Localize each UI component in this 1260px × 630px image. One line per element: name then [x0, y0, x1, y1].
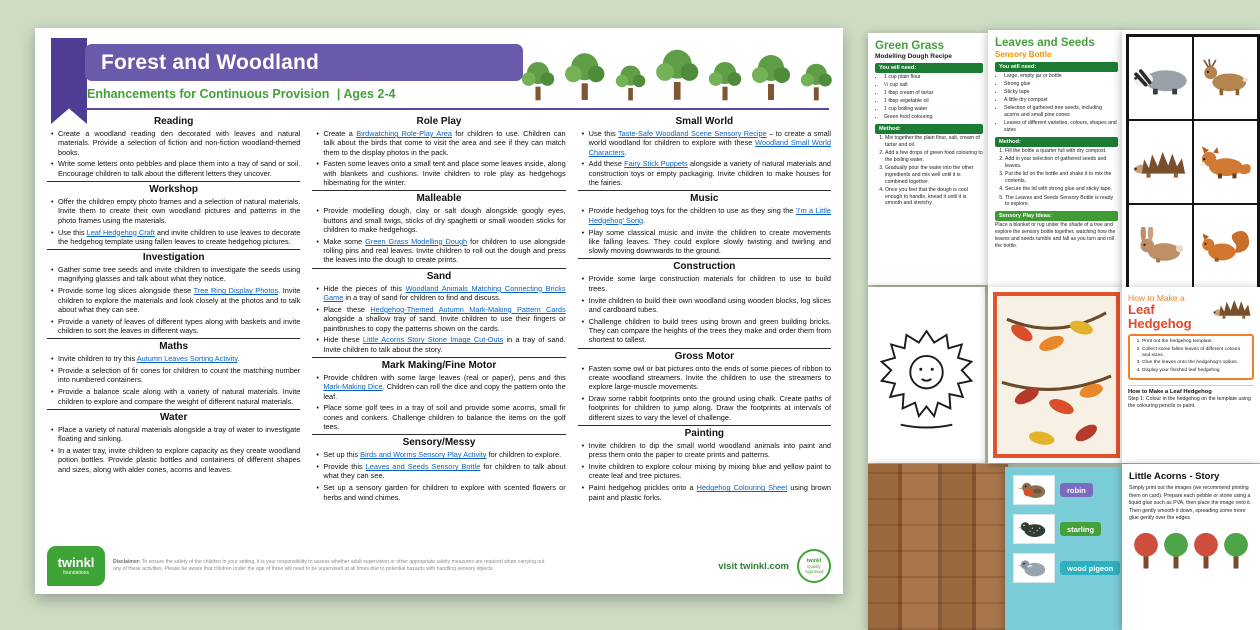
section-title: Reading: [153, 116, 194, 127]
section-painting: [578, 425, 831, 502]
method-step: 3. Gradually pour the water into the other ingredients and mix well until it is combined together.: [885, 165, 983, 185]
section-bullet-list: [47, 354, 300, 406]
bullet-item: [58, 317, 300, 336]
section-title: Music: [690, 193, 719, 205]
section-bullet-list: [312, 206, 565, 264]
ingredient-item: • 1 cup boiling water: [884, 106, 983, 113]
method-step: 1. Mix together the plain flour, salt, cream of tartar and oil.: [885, 135, 983, 149]
disclaimer-text: To ensure the safety of the children in your setting, it is your responsibility to assess whether adult supervision or other appropriate safety measures are required when carrying out any of these activities. Please be aware that children under the age of three will need to be supervised at all times due to potential hazards with handling sensory objects.: [113, 558, 545, 572]
bullet-text: Hide these: [323, 335, 363, 345]
animals-grid: [1126, 34, 1260, 290]
story-tree-icon: [1221, 530, 1251, 572]
provision-column: [312, 114, 565, 540]
bullet-item: [58, 446, 300, 474]
section-small-world: [578, 116, 831, 187]
bullet-item: [323, 206, 565, 234]
tree-icon: [521, 56, 555, 102]
wood-pigeon-photo: [1013, 553, 1055, 583]
material-item: • Large, empty jar or bottle: [1004, 73, 1118, 80]
howto-title-main: Leaf Hedgehog: [1128, 302, 1192, 331]
howto-step: 2. Collect some fallen leaves of different colours and sizes.: [1142, 347, 1249, 360]
method-heading: Method:: [875, 124, 983, 134]
material-item: • A little dry compost: [1004, 97, 1118, 104]
section-bullet-list: [312, 284, 565, 354]
bullet-item: [589, 159, 831, 187]
sensory-ideas-heading: Sensory Play Ideas:: [995, 211, 1118, 221]
howto-step: 1. Print out the hedgehog template.: [1142, 339, 1249, 345]
bullet-text: Create a woodland reading den decorated with leaves and natural materials. Provide a selection of fiction and non-fiction woodland-themed books.: [58, 129, 301, 157]
section-bullet-list: [47, 425, 300, 474]
deer-illustration: [1193, 36, 1258, 120]
bullet-text: Hide the pieces of this: [323, 283, 406, 293]
section-title: Construction: [673, 261, 736, 273]
autumn-leaves-photo: [993, 292, 1120, 458]
method-list: [995, 148, 1118, 208]
story-tree-icon: [1191, 530, 1221, 572]
resource-link[interactable]: Taste-Safe Woodland Scene Sensory Recipe: [618, 129, 767, 138]
you-will-need-heading: You will need:: [875, 63, 983, 73]
bullet-text: Provide a balance scale along with a variety of natural materials. Invite children to explore and compare the weight of different natural materials.: [58, 387, 301, 406]
ages-text: | Ages 2-4: [336, 87, 396, 101]
bullet-text: Set up a sensory garden for children to explore with scented flowers or herbs and wind chimes.: [323, 483, 566, 502]
twinkl-logo: [47, 546, 105, 586]
section-malleable: [312, 190, 565, 264]
bullet-text: Draw some rabbit footprints onto the ground using chalk. Create paths of footprints for children to jump along. Draw the footprints at intervals of different sizes to vary the level of challenge.: [588, 394, 831, 422]
robin-photo: [1013, 475, 1055, 505]
bullet-item: [323, 237, 565, 265]
materials-list: [995, 73, 1118, 134]
resource-link[interactable]: Woodland Small World Characters: [588, 138, 831, 157]
bullet-item: [323, 159, 565, 187]
tree-icon: [708, 56, 742, 102]
sensory-idea: Place a blanket or rug under the shade of a tree and explore the sensory bottle together, watching how the leaves and seeds tumble and fall as you turn and roll the bottle.: [995, 222, 1116, 249]
howto-bottom-text: Step 1: Colour in the hedgehog on the template using the colouring pencils or paint.: [1128, 396, 1251, 409]
card-subtitle: Modelling Dough Recipe: [875, 53, 952, 61]
main-document: [35, 28, 843, 594]
resource-link[interactable]: Green Grass Modelling Dough: [365, 236, 468, 246]
bullet-text: Use this: [58, 227, 87, 237]
bullet-text: Provide a selection of fir cones for children to count the matching number into numbered containers.: [58, 366, 301, 385]
bullet-item: [323, 305, 565, 333]
material-item: • Sticky tape: [1004, 89, 1118, 96]
leaves-seeds-bottle-card[interactable]: [988, 30, 1125, 290]
bullet-text: Fasten some leaves onto a small tent and place some leaves inside, along with blankets and cushions. Invite children to role play as hedgehogs hibernating for the winter.: [323, 159, 566, 188]
method-heading: Method:: [995, 137, 1118, 147]
bullet-item: [589, 317, 831, 345]
material-item: • Selection of gathered tree seeds, including acorns and small pine cones: [1004, 105, 1118, 119]
section-title: Investigation: [142, 252, 205, 264]
section-bullet-list: [578, 364, 831, 422]
fox-illustration: [1193, 120, 1258, 204]
bullet-item: [589, 364, 831, 392]
ingredient-item: • Green food colouring: [884, 114, 983, 121]
story-tree-icon: [1161, 530, 1191, 572]
bullet-text: .: [237, 354, 240, 364]
hedgehog-illustration: [1212, 293, 1254, 326]
disclaimer: [113, 559, 553, 573]
bullet-text: Provide children with some large leaves (real or paper), pens and this: [323, 372, 566, 382]
resource-link[interactable]: Leaves and Seeds Sensory Bottle: [365, 462, 481, 472]
bullet-text: Provide some large construction materials for children to use to build trees.: [588, 274, 831, 293]
bullet-text: Provide this: [323, 462, 366, 472]
resource-link[interactable]: Little Acorns Story Stone Image Cut-Outs: [362, 335, 504, 345]
bullet-text: Use this: [588, 129, 619, 138]
bullet-item: [58, 265, 300, 284]
logo-text: twinkl: [57, 555, 95, 570]
section-title: Water: [159, 411, 188, 423]
bullet-text: Invite children to build their own woodland using wooden blocks, log slices and cardboard tubes.: [588, 295, 831, 314]
method-step: 4. Secure the lid with strong glue and sticky tape.: [1005, 186, 1118, 193]
tree-icon: [800, 58, 833, 102]
section-bullet-list: [47, 197, 300, 246]
resource-link[interactable]: Birds and Worms Sensory Play Activity: [360, 450, 487, 460]
howto-title-top: How to Make a: [1128, 293, 1185, 303]
bullet-item: [323, 335, 565, 354]
section-title: Sensory/Messy: [402, 437, 476, 449]
section-role-play: [312, 116, 565, 187]
badge-brand: twinkl: [806, 557, 822, 564]
section-bullet-list: [578, 129, 831, 187]
bullet-text: In a water tray, invite children to explore capacity as they create woodland potion bottles. Provide plastic bottles and containers of different shapes and sizes, along with alder cones, acorns and leaves.: [58, 446, 301, 474]
provision-column: [578, 114, 831, 540]
section-title: Small World: [675, 116, 734, 127]
section-bullet-list: [578, 274, 831, 344]
bullet-item: [323, 284, 565, 303]
section-reading: [47, 116, 300, 178]
birdwatching-card[interactable]: [1005, 467, 1125, 630]
bullet-text: Play some classical music and invite the children to create movements like falling leaves. They could explore slowly twisting and twirling and slowly moving downwards to the ground.: [588, 227, 831, 256]
bullet-item: [589, 483, 831, 502]
section-investigation: [47, 249, 300, 335]
bullet-text: using brown paint and plastic forks.: [588, 483, 831, 502]
bullet-item: [58, 129, 300, 157]
page-title: Forest and Woodland: [101, 50, 320, 74]
bullet-text: Make some: [323, 236, 366, 246]
section-bullet-list: [312, 129, 565, 187]
badge-text: Quality Approved: [804, 563, 824, 575]
bullet-item: [589, 441, 831, 460]
hedgehog-outline-illustration: [874, 293, 979, 457]
method-list: [875, 135, 983, 207]
section-construction: [578, 258, 831, 344]
header-divider: [85, 108, 829, 110]
bullet-text: in a tray of sand for children to find and discuss.: [343, 293, 501, 303]
leaf-hedgehog-howto-card[interactable]: [1122, 287, 1260, 463]
autumn-leaves-illustration: [997, 296, 1116, 454]
bullet-text: Add these: [588, 159, 625, 169]
bird-labels-list: [1013, 475, 1117, 583]
tree-icon: [615, 60, 646, 102]
resource-link[interactable]: Hedgehog Colouring Sheet: [696, 483, 788, 493]
bullet-item: [58, 286, 300, 314]
visit-twinkl-link[interactable]: visit twinkl.com: [718, 560, 789, 572]
quality-badge: [797, 549, 831, 583]
rabbit-illustration: [1128, 204, 1193, 288]
section-workshop: [47, 181, 300, 246]
bullet-text: Set up this: [323, 450, 361, 460]
section-music: [578, 190, 831, 255]
bullet-text: . Invite children to explore the materials and look closely at the photos and to talk about what they can see.: [58, 286, 301, 314]
provision-column: [47, 114, 300, 540]
resource-link[interactable]: Hedgehog-Themed Autumn Mark-Making Pattern Cards: [370, 304, 566, 314]
bullet-text: Invite children to explore colour mixing by mixing blue and yellow paint to create leaf and tree pictures.: [588, 462, 831, 481]
bullet-text: .: [624, 147, 627, 157]
bird-row: [1013, 514, 1117, 544]
section-title: Workshop: [149, 184, 199, 196]
method-step: 1. Fill the bottle a quarter full with dry compost.: [1005, 148, 1118, 155]
banner-ribbon-icon: [51, 38, 87, 124]
method-step: 3. Put the lid on the bottle and shake it to mix the contents.: [1005, 171, 1118, 185]
section-water: [47, 409, 300, 474]
section-title: Mark Making/Fine Motor: [381, 359, 497, 371]
autumn-leaves-photo-card[interactable]: [988, 287, 1125, 463]
material-item: • Leaves of different varieties, colours, shapes and sizes: [1004, 120, 1118, 134]
section-title: Painting: [684, 428, 725, 439]
bullet-text: Challenge children to build trees using brown and green building bricks. They can compare the heights of the trees they make and order them from shortest to tallest.: [588, 316, 831, 345]
bullet-item: [58, 197, 300, 225]
page-subtitle: [87, 87, 396, 101]
bullet-text: Place a variety of natural materials alongside a tray of water to investigate floating and sinking.: [58, 424, 301, 444]
card-title: Green Grass: [875, 40, 945, 52]
disclaimer-label: Disclaimer:: [113, 558, 141, 565]
resource-link[interactable]: Autumn Leaves Sorting Activity: [136, 354, 238, 364]
bullet-item: [58, 387, 300, 406]
section-sensory-messy: [312, 434, 565, 502]
bird-label: starling: [1060, 522, 1101, 536]
method-step: 2. Add a few drops of green food colouring to the boiling water.: [885, 150, 983, 164]
section-title: Malleable: [416, 193, 462, 205]
bullet-item: [589, 206, 831, 225]
story-tree-icon: [1131, 530, 1161, 572]
howto-step: 4. Display your finished leaf hedgehog.: [1142, 368, 1249, 374]
bullet-text: Fasten some owl or bat pictures onto the ends of some pieces of ribbon to create woodland streamers. Invite the children to use the streamers to explore large-muscle movements.: [588, 363, 831, 392]
bullet-item: [58, 425, 300, 444]
bullet-item: [58, 354, 300, 363]
you-will-need-heading: You will need:: [995, 62, 1118, 72]
tree-icon: [655, 42, 699, 102]
ingredient-item: • 1 tbsp cream of tartar: [884, 90, 983, 97]
bullet-text: Paint hedgehog prickles onto a: [588, 483, 697, 493]
bullet-text: Write some letters onto pebbles and place them into a tray of sand or soil. Encourage children to talk about the different letters they uncover.: [58, 159, 301, 178]
section-mark-making-fine-motor: [312, 357, 565, 431]
bullet-item: [589, 296, 831, 315]
section-bullet-list: [47, 129, 300, 178]
bullet-text: for children to use. Children can talk about the birds that come to visit the area and see if they can match them to the display photos in the pack.: [323, 129, 566, 157]
sensory-ideas: [995, 222, 1118, 250]
page-footer: [47, 542, 831, 590]
squirrel-illustration: [1193, 204, 1258, 288]
ingredient-item: • 1 tbsp vegetable oil: [884, 98, 983, 105]
badger-illustration: [1128, 36, 1193, 120]
bullet-item: [589, 228, 831, 256]
section-bullet-list: [312, 373, 565, 431]
bullet-text: Invite children to dip the small world woodland animals into paint and press them onto the paper to create prints and patterns.: [588, 441, 831, 460]
bullet-text: alongside a variety of natural materials and construction toys or empty packaging. Invite children to make houses for the fairies.: [588, 159, 831, 188]
green-grass-recipe-card[interactable]: [868, 33, 990, 285]
bullet-text: Provide a variety of leaves of different types along with baskets and invite children to sort the leaves in different ways.: [58, 316, 301, 335]
method-step: 2. Add in your selection of gathered seeds and leaves.: [1005, 156, 1118, 170]
tree-icon: [564, 46, 605, 102]
story-card-body: Simply print out the images (we recommend printing them on card). Prepare each pebble or stone using a liquid glue such as PVA, then place the image onto it. Then gently smooth it down, spreading some more glue gently over the edges.: [1129, 485, 1252, 522]
bullet-item: [589, 462, 831, 481]
bullet-text: and invite children to use leaves to decorate the hedgehog template using fallen leaves to create hedgehog pictures.: [58, 227, 301, 246]
bullet-text: in a tray of sand. Invite children to talk about the story.: [323, 335, 566, 354]
hedgehog-illustration: [1128, 120, 1193, 204]
provision-grid: [47, 114, 831, 540]
resource-link[interactable]: Woodland Animals Matching Connecting Bricks Game: [323, 283, 566, 303]
howto-step: 3. Glue the leaves onto the hedgehog's spikes.: [1142, 360, 1249, 366]
section-bullet-list: [312, 450, 565, 502]
bird-row: [1013, 553, 1117, 583]
bullet-item: [323, 462, 565, 481]
section-title: Sand: [426, 270, 452, 282]
bullet-text: Place some golf tees in a tray of soil and provide some acorns, small fir cones and conkers. Challenge children to balance the items on the golf tees.: [323, 403, 566, 431]
bullet-text: for children to explore.: [486, 450, 562, 460]
bird-row: [1013, 475, 1117, 505]
bird-label: robin: [1060, 483, 1093, 497]
tree-icon: [751, 48, 791, 102]
divider: [1128, 385, 1254, 386]
bullet-item: [323, 403, 565, 431]
bullet-item: [323, 373, 565, 401]
bullet-text: alongside a shallow tray of sand. Invite children to use their fingers or paintbrushes to copy the patterns shown on the cards.: [323, 314, 566, 333]
howto-steps-list: [1128, 334, 1254, 380]
section-maths: [47, 338, 300, 406]
bullet-text: . Children can roll the dice and copy the pattern onto the leaf.: [323, 382, 566, 401]
section-bullet-list: [578, 206, 831, 255]
bird-label: wood pigeon: [1060, 561, 1120, 575]
ingredient-item: • ½ cup salt: [884, 82, 983, 89]
bullet-text: Offer the children empty photo frames and a selection of natural materials. Invite them to create their own woodland pictures and patterns in the photo frames using the materials.: [58, 197, 301, 225]
bullet-text: Provide hedgehog toys for the children to use as they sing the: [588, 206, 796, 216]
bullet-item: [323, 450, 565, 459]
howto-bottom-heading: How to Make a Leaf Hedgehog: [1128, 389, 1212, 396]
bullet-item: [323, 129, 565, 157]
bullet-item: [589, 274, 831, 293]
section-bullet-list: [47, 265, 300, 335]
bullet-item: [323, 483, 565, 502]
story-trees-illustration: [1129, 530, 1253, 572]
ingredient-item: • 1 cup plain flour: [884, 74, 983, 81]
bullet-text: – to create a small world woodland for children to explore with these: [588, 129, 831, 148]
bullet-item: [58, 159, 300, 178]
bullet-text: .: [643, 215, 646, 225]
resource-link[interactable]: Mark-Making Dice: [323, 382, 383, 392]
resource-link[interactable]: Fairy Stick Puppets: [624, 159, 688, 169]
bullet-text: Invite children to try this: [58, 354, 137, 364]
logo-subtext: foundations: [63, 570, 89, 576]
bullet-text: for children to use alongside rolling pins and real leaves. Invite children to roll out the dough and press the leaves into the dough to create prints.: [323, 236, 566, 265]
card-subtitle: Sensory Bottle: [995, 50, 1052, 60]
story-card-title: Little Acorns - Story: [1129, 471, 1220, 482]
bullet-text: Create a: [323, 129, 357, 138]
bullet-item: [58, 366, 300, 385]
bullet-item: [58, 228, 300, 247]
card-title: Leaves and Seeds: [995, 37, 1095, 49]
wood-texture-card[interactable]: [868, 464, 1008, 630]
resource-link[interactable]: 'I'm a Little Hedgehog' Song: [588, 206, 831, 225]
bullet-text: Gather some tree seeds and invite children to investigate the seeds using magnifying glasses and talk about what they notice.: [58, 265, 301, 284]
method-step: 5. The Leaves and Seeds Sensory Bottle is ready to explore.: [1005, 195, 1118, 209]
section-sand: [312, 268, 565, 354]
bullet-text: Provide modelling dough, clay or salt dough alongside googly eyes, buttons and small twigs, sticks of dry spaghetti or small wooden sticks for children to make hedgehogs.: [323, 206, 566, 234]
hedgehog-template-card[interactable]: [868, 287, 985, 463]
method-step: 4. Once you feel that the dough is cool enough to handle, knead it until it is smooth and stretchy.: [885, 187, 983, 207]
resource-link[interactable]: Birdwatching Role-Play Area: [356, 129, 452, 138]
section-bullet-list: [578, 441, 831, 502]
section-gross-motor: [578, 348, 831, 422]
bullet-item: [589, 394, 831, 422]
material-item: • Strong glue: [1004, 81, 1118, 88]
section-title: Gross Motor: [674, 350, 735, 362]
section-title: Role Play: [416, 116, 462, 127]
woodland-animals-card[interactable]: [1122, 30, 1260, 290]
little-acorns-story-card[interactable]: [1122, 464, 1260, 630]
bullet-text: Place these: [323, 304, 371, 314]
trees-illustration: [521, 34, 833, 102]
subtitle-text: Enhancements for Continuous Provision: [87, 87, 330, 101]
bullet-text: Provide some log slices alongside these: [58, 286, 194, 296]
bullet-item: [589, 129, 831, 157]
resource-link[interactable]: Tree Ring Display Photos: [193, 286, 279, 296]
bullet-text: for children to talk about what they can see.: [323, 462, 566, 481]
starling-photo: [1013, 514, 1055, 544]
ingredients-list: [875, 74, 983, 121]
page-title-banner: [85, 44, 523, 81]
section-title: Maths: [159, 341, 189, 353]
resource-link[interactable]: Leaf Hedgehog Craft: [86, 227, 155, 237]
